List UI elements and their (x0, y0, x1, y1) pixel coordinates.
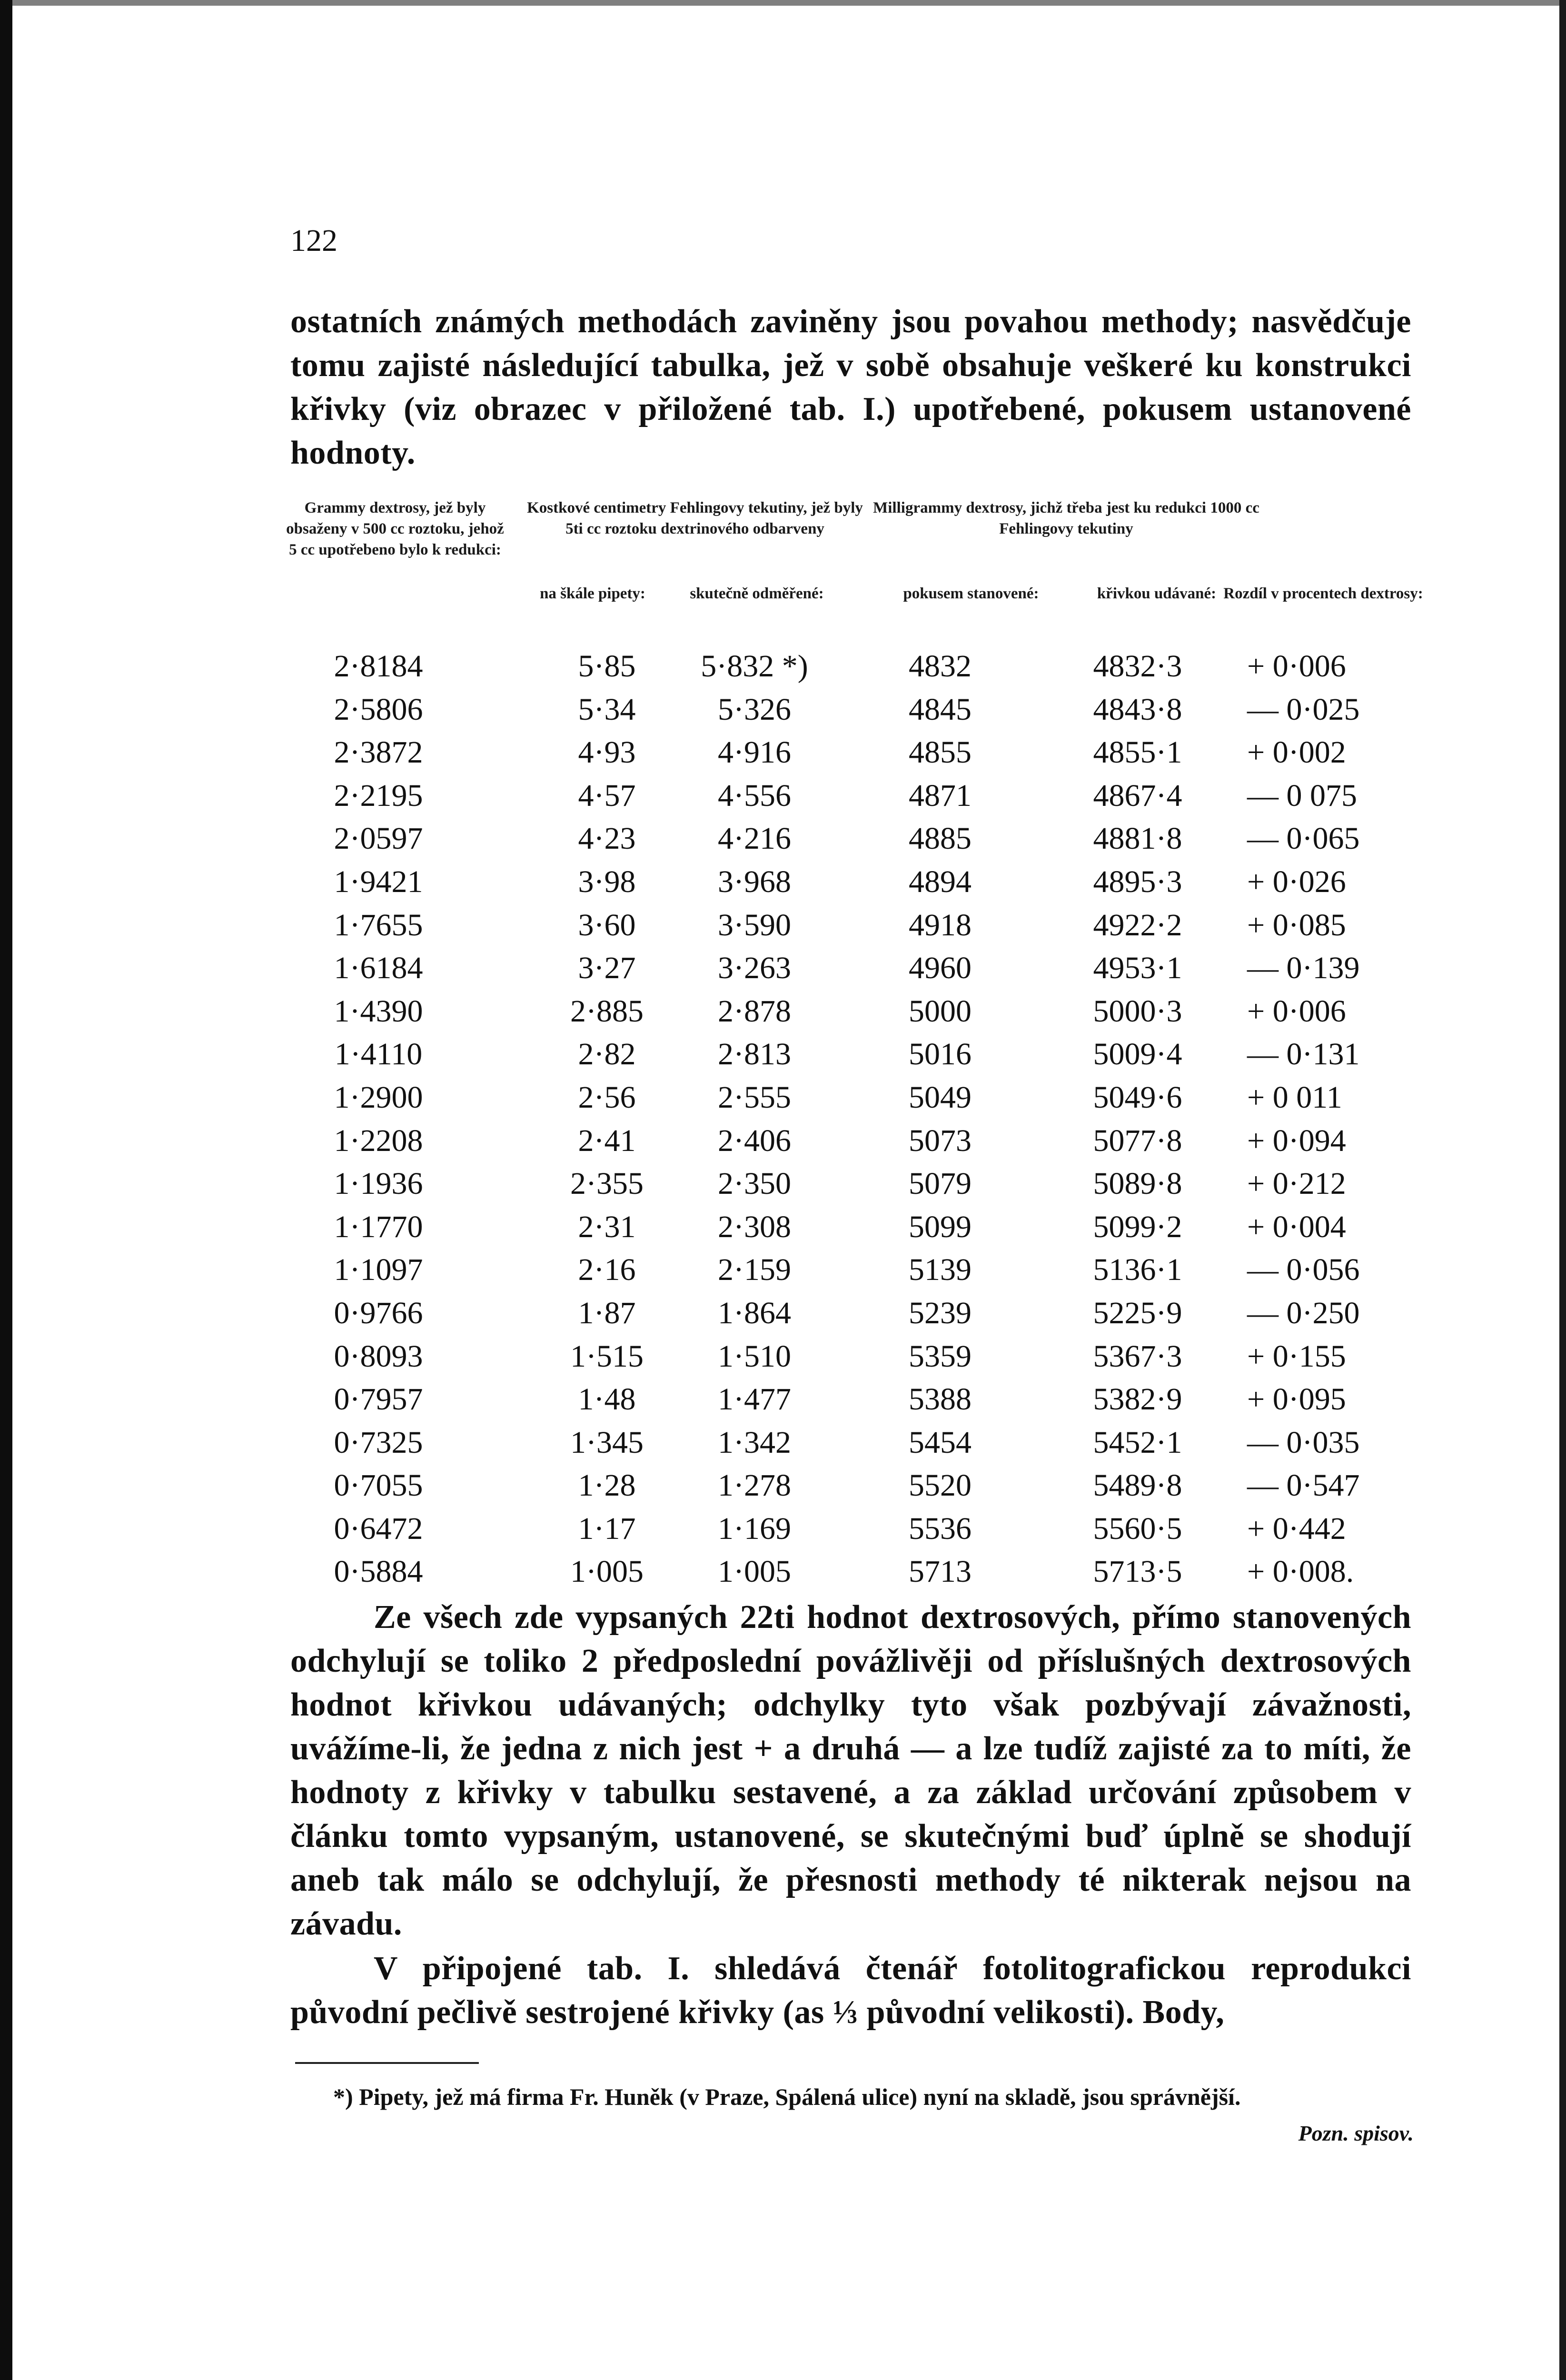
header-experimental: pokusem stanovené: (903, 585, 1039, 602)
table-cell: 1·005 (570, 1554, 644, 1589)
table-cell: + 0·085 (1247, 907, 1346, 942)
table-cell: + 0·212 (1247, 1166, 1346, 1201)
table-cell: 3·60 (578, 907, 636, 942)
table-cell: 4867·4 (1093, 778, 1182, 813)
table-cell: 1·345 (570, 1425, 644, 1460)
table-cell: 5079 (909, 1166, 971, 1201)
table-cell: 5454 (909, 1425, 971, 1460)
table-cell: 5·85 (578, 649, 636, 684)
table-cell: 2·5806 (334, 692, 423, 727)
table-cell: — 0·025 (1247, 692, 1360, 727)
table-cell: 2·813 (718, 1037, 791, 1072)
table-cell: 4922·2 (1093, 907, 1182, 942)
table-row (286, 947, 1433, 990)
table-cell: 5382·9 (1093, 1382, 1182, 1417)
table-cell: 5·326 (718, 692, 791, 727)
table-cell: 5536 (909, 1511, 971, 1546)
table-row (286, 1033, 1433, 1076)
table-cell: 4·93 (578, 735, 636, 770)
table-row (286, 1206, 1433, 1249)
table-cell: 2·159 (718, 1252, 791, 1288)
table-cell: 4895·3 (1093, 864, 1182, 899)
table-cell: 1·87 (578, 1295, 636, 1330)
table-cell: 1·510 (718, 1339, 791, 1374)
table-cell: 2·8184 (334, 649, 423, 684)
table-cell: 0·5884 (334, 1554, 423, 1589)
table-cell: 3·263 (718, 951, 791, 986)
table-cell: 2·885 (570, 993, 644, 1029)
table-row (286, 774, 1433, 818)
table-row (286, 817, 1433, 861)
table-row (286, 645, 1433, 688)
table-cell: 5713 (909, 1554, 971, 1589)
table-cell: 5560·5 (1093, 1511, 1182, 1546)
table-cell: — 0·131 (1247, 1037, 1360, 1072)
table-cell: 1·4390 (334, 993, 423, 1029)
table-row (286, 1249, 1433, 1292)
table-cell: 0·7055 (334, 1468, 423, 1503)
table-cell: 3·27 (578, 951, 636, 986)
table-cell: 4·556 (718, 778, 791, 813)
table-cell: — 0·250 (1247, 1295, 1360, 1330)
table-cell: 1·1097 (334, 1252, 423, 1288)
table-cell: 4953·1 (1093, 951, 1182, 986)
table-cell: 4960 (909, 951, 971, 986)
table-cell: 2·2195 (334, 778, 423, 813)
table-cell: + 0 011 (1247, 1080, 1342, 1115)
table-cell: — 0 075 (1247, 778, 1357, 813)
table-row (286, 861, 1433, 904)
table-cell: + 0·002 (1247, 735, 1346, 770)
table-cell: 5000·3 (1093, 993, 1182, 1029)
table-cell: 1·28 (578, 1468, 636, 1503)
table-cell: 1·005 (718, 1554, 791, 1589)
table-cell: 1·7655 (334, 907, 423, 942)
table-row (286, 1120, 1433, 1163)
table-row (286, 1076, 1433, 1120)
table-cell: 1·2208 (334, 1123, 423, 1158)
table-cell: 0·6472 (334, 1511, 423, 1546)
table-cell: 5225·9 (1093, 1295, 1182, 1330)
table-cell: 1·864 (718, 1295, 791, 1330)
footnote: *) Pipety, jež má firma Fr. Huněk (v Praze, Spálená ulice) nyní na skladě, jsou správnější. (333, 2083, 1241, 2110)
table-cell: 5489·8 (1093, 1468, 1182, 1503)
table-cell: 1·4110 (334, 1037, 423, 1072)
table-cell: 2·56 (578, 1080, 636, 1115)
table-cell: 4855 (909, 735, 971, 770)
table-row (286, 1162, 1433, 1206)
table-cell: — 0·035 (1247, 1425, 1360, 1460)
table-cell: — 0·056 (1247, 1252, 1360, 1288)
table-cell: + 0·094 (1247, 1123, 1346, 1158)
table-cell: 5049·6 (1093, 1080, 1182, 1115)
scan-left-edge (0, 0, 12, 2380)
table-cell: 4·57 (578, 778, 636, 813)
table-row (286, 1507, 1433, 1551)
table-cell: 3·968 (718, 864, 791, 899)
table-cell: — 0·139 (1247, 951, 1360, 986)
intro-paragraph: ostatních známých methodách zaviněny jsou povahou methody; nasvědčuje tomu zajisté následující tabulka, jež v sobě obsahuje veškeré ku konstrukci křivky (viz obrazec v přiložené tab. I.) upotřebené, pokusem ustanovené hodnoty. (290, 303, 1411, 471)
table-cell: — 0·547 (1247, 1468, 1360, 1503)
table-cell: 0·7957 (334, 1382, 423, 1417)
table-cell: 1·169 (718, 1511, 791, 1546)
table-cell: 1·477 (718, 1382, 791, 1417)
header-group-milligrams: Milligrammy dextrosy, jichž třeba jest ku redukci 1000 cc Fehlingovy tekutiny (873, 499, 1259, 537)
table-cell: 5452·1 (1093, 1425, 1182, 1460)
table-cell: 1·48 (578, 1382, 636, 1417)
table-cell: 1·9421 (334, 864, 423, 899)
table-cell: 2·350 (718, 1166, 791, 1201)
table-cell: + 0·155 (1247, 1339, 1346, 1374)
table-cell: 2·0597 (334, 821, 423, 856)
table-cell: 1·515 (570, 1339, 644, 1374)
table-cell: 5009·4 (1093, 1037, 1182, 1072)
table-cell: 2·308 (718, 1209, 791, 1244)
table-cell: + 0·004 (1247, 1209, 1346, 1244)
table-cell: + 0·442 (1247, 1511, 1346, 1546)
table-cell: 4894 (909, 864, 971, 899)
paragraph-after-table: Ze všech zde vypsaných 22ti hodnot dextrosových, přímo stanovených odchylují se toliko 2 předposlední povážlivěji od příslušných dextrosových hodnot křivkou udávaných; odchylky tyto však pozbývají závažnosti, uvážíme-li, že jedna z nich jest + a druhá — a lze tudíž zajisté za to míti, že hodnoty z křivky v tabulku sestavené, a za základ určování způsobem v článku tomto vypsaným, ustanovené, se skutečnými buď úplně se shodují aneb tak málo se odchylují, že přesnosti methody té nikterak nejsou na závadu. (290, 1599, 1411, 1942)
table-cell: 2·355 (570, 1166, 644, 1201)
table-row (286, 904, 1433, 947)
table-cell: 1·2900 (334, 1080, 423, 1115)
table-cell: 4832·3 (1093, 649, 1182, 684)
table-cell: 4832 (909, 649, 971, 684)
table-cell: 1·342 (718, 1425, 791, 1460)
table-cell: 5077·8 (1093, 1123, 1182, 1158)
table-cell: 5099·2 (1093, 1209, 1182, 1244)
table-cell: 5367·3 (1093, 1339, 1182, 1374)
table-cell: 4918 (909, 907, 971, 942)
table-cell: 2·41 (578, 1123, 636, 1158)
table-cell: 2·878 (718, 993, 791, 1029)
header-grams-dextrose: Grammy dextrosy, jež byly obsaženy v 500 cc roztoku, jehož 5 cc upotřebeno bylo k redukci: (286, 499, 504, 558)
table-row (286, 1378, 1433, 1421)
table-cell: 5359 (909, 1339, 971, 1374)
table-cell: 1·6184 (334, 951, 423, 986)
table-cell: + 0·008. (1247, 1554, 1354, 1589)
paragraph-final: V připojené tab. I. shledává čtenář fotolitografickou reprodukci původní pečlivě sestrojené křivky (as ⅓ původní velikosti). Body, (290, 1950, 1411, 2031)
table-cell: 5016 (909, 1037, 971, 1072)
table-row (286, 1550, 1433, 1594)
table-cell: 0·7325 (334, 1425, 423, 1460)
table-cell: 1·1770 (334, 1209, 423, 1244)
table-cell: 5388 (909, 1382, 971, 1417)
table-cell: 1·17 (578, 1511, 636, 1546)
table-cell: 2·406 (718, 1123, 791, 1158)
table-row (286, 1292, 1433, 1335)
table-cell: 4·916 (718, 735, 791, 770)
table-cell: 4·23 (578, 821, 636, 856)
table-cell: 5713·5 (1093, 1554, 1182, 1589)
scan-top-edge (0, 0, 1566, 6)
table-cell: 5·832 *) (701, 649, 808, 684)
table-cell: 5049 (909, 1080, 971, 1115)
dextrose-table (286, 645, 1433, 1594)
footnote-rule (295, 2062, 479, 2064)
table-cell: 2·3872 (334, 735, 423, 770)
table-cell: 5089·8 (1093, 1166, 1182, 1201)
table-cell: 4845 (909, 692, 971, 727)
table-cell: 2·16 (578, 1252, 636, 1288)
table-cell: 4885 (909, 821, 971, 856)
table-cell: 4871 (909, 778, 971, 813)
table-cell: 5136·1 (1093, 1252, 1182, 1288)
table-cell: 5099 (909, 1209, 971, 1244)
table-row (286, 731, 1433, 774)
table-cell: 2·31 (578, 1209, 636, 1244)
page-number: 122 (290, 223, 337, 258)
header-pipette-scale: na škále pipety: (540, 585, 645, 602)
table-row (286, 1464, 1433, 1507)
table-cell: 1·278 (718, 1468, 791, 1503)
table-cell: + 0·006 (1247, 649, 1346, 684)
header-curve: křivkou udávané: (1097, 585, 1217, 602)
header-measured: skutečně odměřené: (690, 585, 824, 602)
table-cell: 4855·1 (1093, 735, 1182, 770)
table-cell: 4843·8 (1093, 692, 1182, 727)
header-group-fehling-cc: Kostkové centimetry Fehlingovy tekutiny, jež byly 5ti cc roztoku dextrinového odbarveny (527, 499, 863, 537)
table-cell: 5·34 (578, 692, 636, 727)
table-row (286, 1421, 1433, 1465)
table-cell: — 0·065 (1247, 821, 1360, 856)
table-cell: 2·82 (578, 1037, 636, 1072)
table-cell: 4·216 (718, 821, 791, 856)
table-cell: 5239 (909, 1295, 971, 1330)
table-cell: + 0·006 (1247, 993, 1346, 1029)
table-cell: 0·8093 (334, 1339, 423, 1374)
scan-right-edge (1559, 0, 1566, 2380)
table-cell: 4881·8 (1093, 821, 1182, 856)
table-cell: 3·590 (718, 907, 791, 942)
table-cell: 5520 (909, 1468, 971, 1503)
table-cell: + 0·026 (1247, 864, 1346, 899)
table-cell: + 0·095 (1247, 1382, 1346, 1417)
table-row (286, 688, 1433, 732)
footnote-signature: Pozn. spisov. (1298, 2121, 1414, 2145)
header-difference: Rozdíl v procentech dextrosy: (1223, 585, 1423, 602)
table-cell: 1·1936 (334, 1166, 423, 1201)
table-row (286, 1335, 1433, 1378)
table-cell: 5139 (909, 1252, 971, 1288)
table-row (286, 990, 1433, 1033)
table-cell: 5073 (909, 1123, 971, 1158)
table-cell: 0·9766 (334, 1295, 423, 1330)
table-cell: 3·98 (578, 864, 636, 899)
table-cell: 5000 (909, 993, 971, 1029)
table-cell: 2·555 (718, 1080, 791, 1115)
